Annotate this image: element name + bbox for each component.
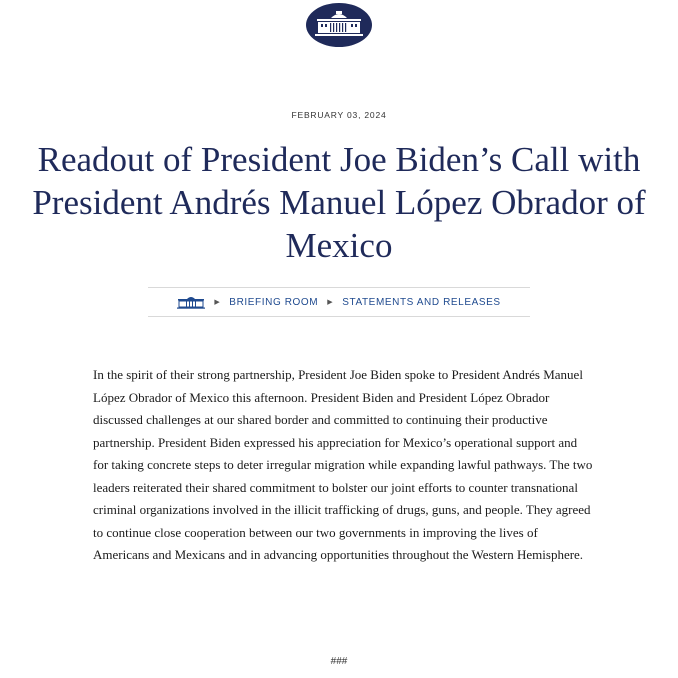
white-house-icon — [177, 295, 205, 309]
article-body: In the spirit of their strong partnership, President Joe Biden spoke to President Andrés Manuel López Obrador of Mexico this afternoon. President Biden and President López Obrador discussed challenges at our shared border and committed to continuing their productive partnership. President Biden expressed his appreciation for Mexico’s operational support and for taking concrete steps to deter irregular migration while expanding lawful pathways. The two leaders reiterated their shared commitment to bolster our joint efforts to counter transnational criminal organizations involved in the illicit trafficking of drugs, guns, and people. They agreed to continue close cooperation between our two governments in improving the lives of Americans and Mexicans and in advancing opportunities throughout the Western Hemisphere. — [93, 367, 593, 562]
end-mark: ### — [330, 656, 348, 667]
white-house-seal-icon[interactable] — [305, 2, 373, 48]
breadcrumb-statements-and-releases[interactable]: STATEMENTS AND RELEASES — [342, 296, 501, 308]
breadcrumb-home[interactable] — [177, 295, 205, 309]
publish-date: FEBRUARY 03, 2024 — [291, 110, 387, 120]
page-title: Readout of President Joe Biden’s Call with President Andrés Manuel López Obrador of Mexico — [32, 140, 646, 265]
breadcrumb-briefing-room[interactable]: BRIEFING ROOM — [229, 296, 319, 308]
caret-right-icon: ▶ — [327, 299, 334, 306]
caret-right-icon: ▶ — [214, 299, 221, 306]
breadcrumb — [148, 287, 530, 317]
